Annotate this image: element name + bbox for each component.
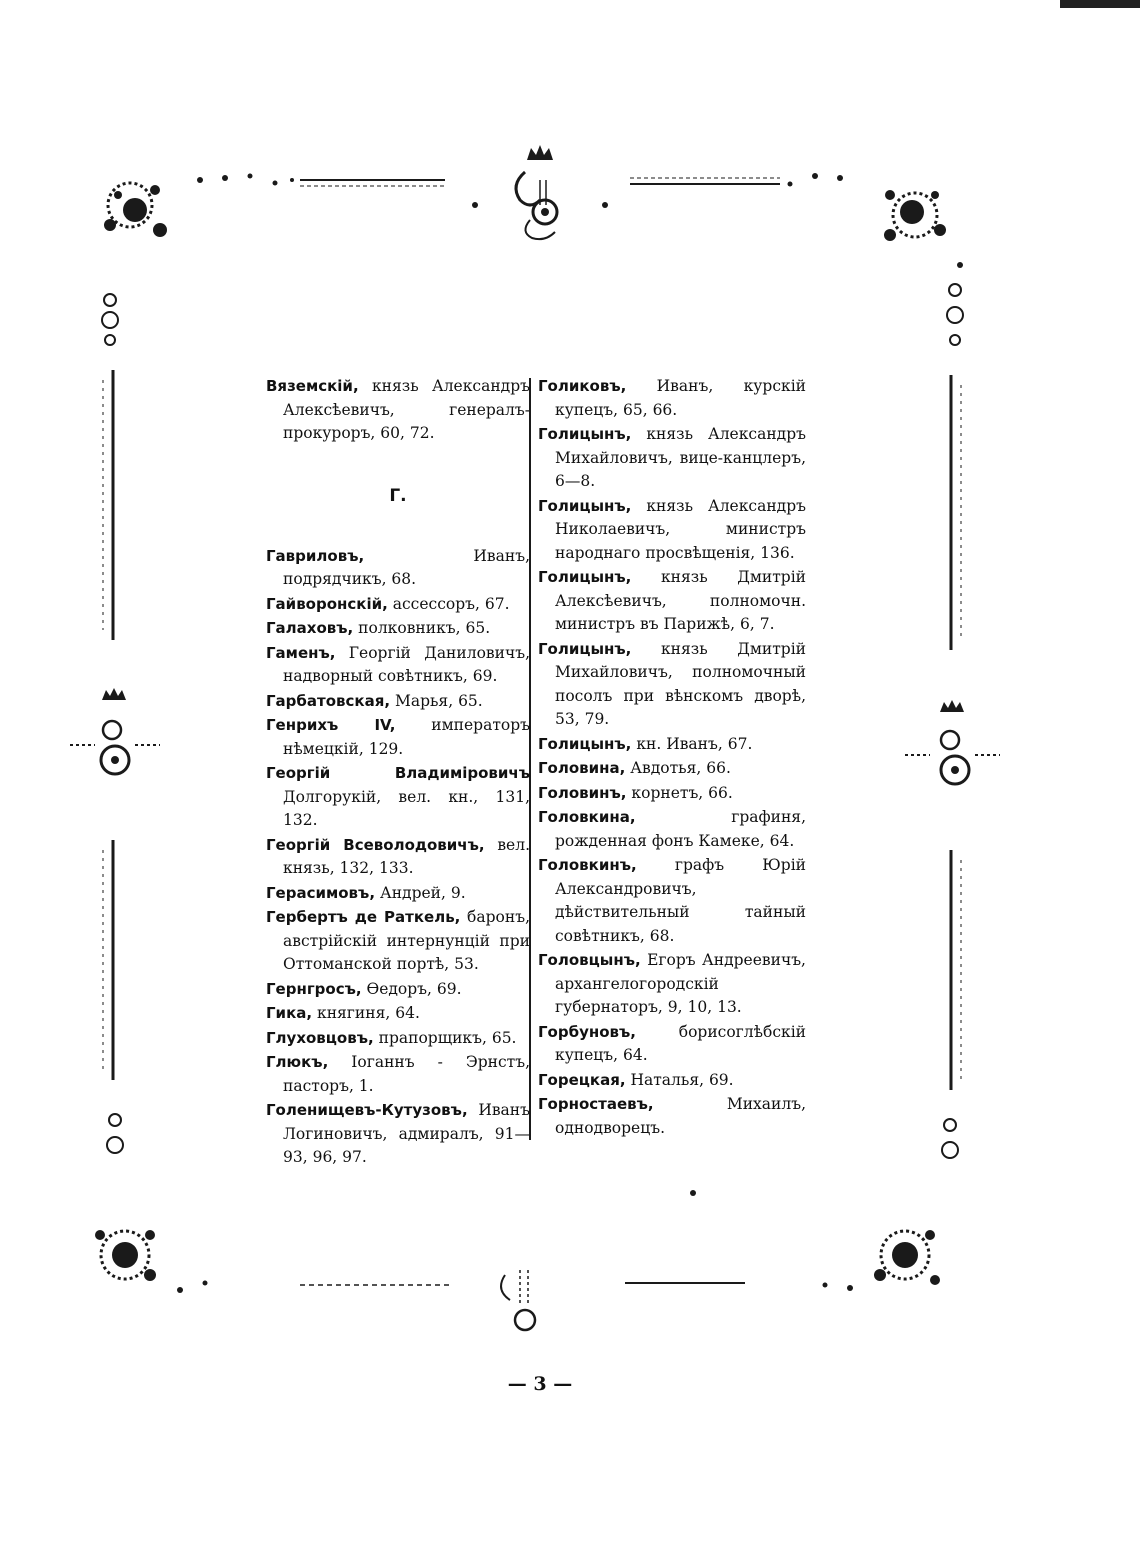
index-entry xyxy=(266,545,530,592)
index-entry xyxy=(538,854,806,948)
entry-name: Головинъ, xyxy=(538,783,627,802)
top-left-corner-ornament xyxy=(104,174,294,238)
entry-details: Иванъ, курскій купецъ, 65, 66. xyxy=(555,377,806,419)
entry-details: Авдотья, 66. xyxy=(625,759,731,777)
entry-details: князь Дмитрій Алексѣевичъ, полномочн. министръ въ Парижѣ, 6, 7. xyxy=(555,568,806,633)
index-entry xyxy=(266,1051,530,1098)
right-mid-crown-monogram xyxy=(905,700,1000,784)
entry-details: князь Александръ Михайловичъ, вице-канцлеръ, 6—8. xyxy=(555,425,806,490)
entry-details: Ѳедоръ, 69. xyxy=(361,979,462,998)
index-entry xyxy=(538,375,806,422)
entry-name: Голицынъ, xyxy=(538,639,632,658)
left-upper-side-ornament xyxy=(102,294,118,345)
index-entry xyxy=(538,495,806,566)
entry-name: Гавриловъ, xyxy=(266,546,365,565)
index-entry xyxy=(538,566,806,637)
entry-name: Гернгросъ, xyxy=(266,979,362,998)
entry-details: князь Дмитрій Михайловичъ, полномочный посолъ при вѣнскомъ дворѣ, 53, 79. xyxy=(555,639,806,728)
entry-name: Глуховцовъ, xyxy=(266,1028,374,1047)
entry-name: Голиковъ, xyxy=(538,377,627,395)
entry-name: Голицынъ, xyxy=(538,496,632,515)
index-entry xyxy=(266,1002,530,1026)
bottom-monogram xyxy=(501,1270,535,1330)
index-entry xyxy=(266,1027,530,1051)
entry-details: Георгій Даниловичъ, надворный совѣтникъ, 69. xyxy=(283,643,530,685)
entry-name: Головцынъ, xyxy=(538,951,641,969)
entry-name: Горностаевъ, xyxy=(538,1095,654,1113)
entry-details: князь Александръ Алексѣевичъ, генералъ-прокуроръ, 60, 72. xyxy=(283,377,530,442)
entry-name: Гербертъ де Раткель, xyxy=(266,908,461,926)
entry-details: ассессоръ, 67. xyxy=(387,594,510,613)
right-upper-side-ornament xyxy=(947,284,963,345)
entry-details: графъ Юрій Александровичъ, дѣйствительный тайный совѣтникъ, 68. xyxy=(555,856,806,945)
index-entry xyxy=(266,375,530,446)
entry-name: Голицынъ, xyxy=(538,425,632,443)
entry-details: прапорщикъ, 65. xyxy=(373,1028,517,1047)
entry-details: баронъ, австрійскій интернунцій при Оттоманской портѣ, 53. xyxy=(283,908,530,973)
entry-details: корнетъ, 66. xyxy=(626,783,733,802)
entry-name: Генрихъ IV, xyxy=(266,716,396,734)
entry-details: князь Александръ Николаевичъ, министръ народнаго просвѣщенія, 136. xyxy=(555,496,806,562)
index-entry xyxy=(538,638,806,732)
index-entry xyxy=(266,642,530,689)
index-entry xyxy=(538,423,806,494)
entry-name: Головина, xyxy=(538,759,626,777)
index-entry xyxy=(266,834,530,881)
entry-details: полковникъ, 65. xyxy=(353,619,491,637)
entry-name: Горбуновъ, xyxy=(538,1022,636,1041)
entry-name: Голенищевъ-Кутузовъ, xyxy=(266,1101,468,1119)
entry-name: Галаховъ, xyxy=(266,619,354,637)
entry-details: Іоганнъ - Эрнстъ, пасторъ, 1. xyxy=(283,1053,530,1095)
entry-name: Голицынъ, xyxy=(538,568,632,586)
entry-details: Иванъ Логиновичъ, адмиралъ, 91—93, 96, 97. xyxy=(283,1101,530,1166)
entry-name: Гика, xyxy=(266,1004,313,1022)
entry-details: Долгорукій, вел. кн., 131, 132. xyxy=(283,787,530,829)
index-entry xyxy=(538,1069,806,1093)
entry-name: Горецкая, xyxy=(538,1070,626,1089)
index-entry xyxy=(538,733,806,757)
index-entry xyxy=(266,690,530,714)
right-lower-side-ornament xyxy=(942,1119,958,1158)
entry-details: кн. Иванъ, 67. xyxy=(631,734,753,753)
left-lower-side-ornament xyxy=(107,1114,123,1153)
entry-details: Наталья, 69. xyxy=(625,1070,734,1089)
index-entry xyxy=(266,882,530,906)
index-entry xyxy=(538,782,806,806)
entry-name: Гарбатовская, xyxy=(266,691,391,710)
index-column-right xyxy=(538,375,806,1141)
index-entry xyxy=(266,978,530,1002)
entry-details: Михаилъ, однодворецъ. xyxy=(555,1095,806,1137)
entry-details: императоръ нѣмецкій, 129. xyxy=(283,716,531,758)
bottom-left-corner-ornament xyxy=(95,1230,208,1293)
index-entry xyxy=(266,762,530,833)
index-entry xyxy=(538,949,806,1020)
top-right-corner-ornament xyxy=(788,173,964,268)
bottom-right-corner-ornament xyxy=(823,1230,941,1291)
entry-details: Иванъ, подрядчикъ, 68. xyxy=(283,546,530,588)
entry-details: вел. князь, 132, 133. xyxy=(283,835,530,877)
index-entry xyxy=(266,593,530,617)
entry-name: Глюкъ, xyxy=(266,1053,329,1071)
index-entry xyxy=(538,1093,806,1140)
entry-name: Герасимовъ, xyxy=(266,883,376,902)
index-entry xyxy=(266,906,530,977)
entry-details: Егоръ Андреевичъ, архангелогородскій губернаторъ, 9, 10, 13. xyxy=(555,951,806,1016)
page-number: — 3 — xyxy=(507,1373,573,1395)
section-letter: Г. xyxy=(389,485,407,506)
entry-details: Марья, 65. xyxy=(390,691,483,710)
entry-details: графиня, рожденная фонъ Камеке, 64. xyxy=(555,808,806,850)
index-entry xyxy=(266,617,530,641)
top-crown-monogram xyxy=(472,145,608,239)
entry-name: Головкинъ, xyxy=(538,856,637,874)
left-mid-crown-monogram xyxy=(70,688,160,774)
index-entry xyxy=(538,757,806,781)
entry-name: Георгій Всеволодовичъ, xyxy=(266,835,485,854)
entry-name: Головкина, xyxy=(538,808,636,826)
index-column-left xyxy=(266,375,530,1171)
entry-name: Вяземскій, xyxy=(266,377,359,395)
index-entry xyxy=(266,1099,530,1170)
index-entry xyxy=(538,806,806,853)
entry-name: Гаменъ, xyxy=(266,643,336,662)
entry-name: Голицынъ, xyxy=(538,734,632,753)
entry-name: Гайворонскій, xyxy=(266,594,388,613)
entry-details: Андрей, 9. xyxy=(375,883,466,902)
entry-name: Георгій Владиміровичъ xyxy=(266,764,530,782)
entry-details: княгиня, 64. xyxy=(312,1004,420,1022)
entry-details: борисоглѣбскій купецъ, 64. xyxy=(555,1022,806,1064)
index-entry xyxy=(538,1021,806,1068)
index-entry xyxy=(266,714,530,761)
